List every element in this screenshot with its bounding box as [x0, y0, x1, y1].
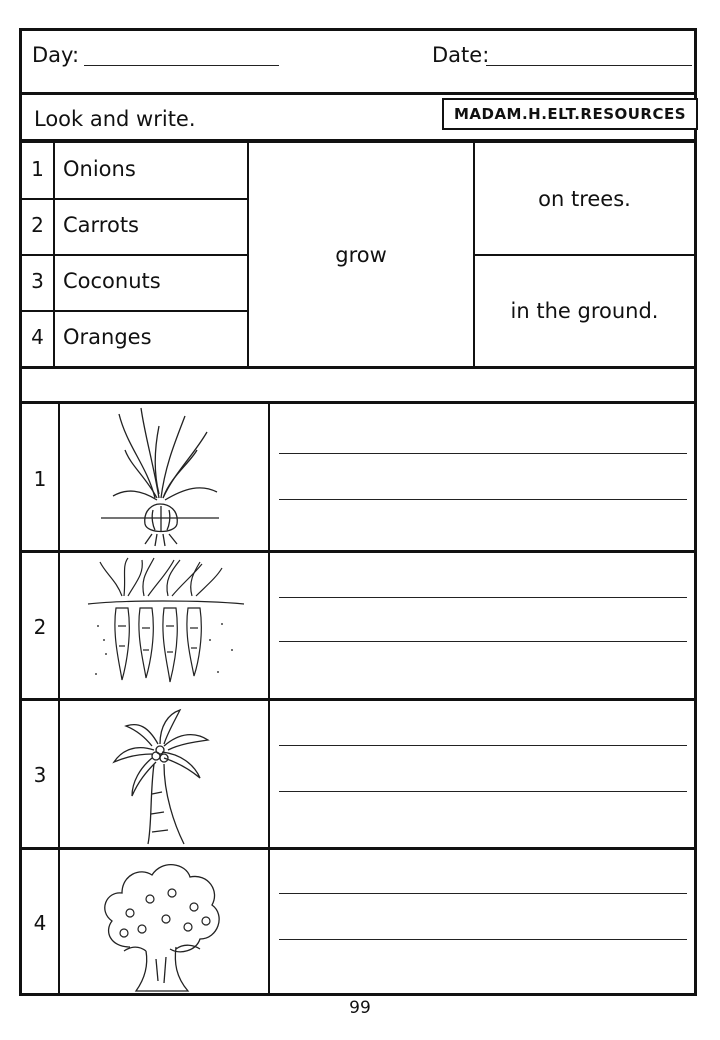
row-number: 4 [33, 911, 47, 935]
writing-line[interactable] [279, 499, 687, 500]
ending-text: on trees. [538, 187, 631, 211]
divider [22, 401, 694, 404]
row-number: 2 [33, 615, 47, 639]
day-blank[interactable] [84, 65, 279, 66]
divider [22, 254, 249, 256]
divider [22, 847, 694, 850]
divider [473, 254, 694, 256]
worksheet [19, 28, 697, 996]
writing-line[interactable] [279, 597, 687, 598]
item-number: 4 [31, 325, 44, 349]
onion-plant-icon [97, 406, 227, 548]
item-word: Oranges [63, 325, 152, 349]
row-number: 3 [33, 763, 47, 787]
writing-line[interactable] [279, 791, 687, 792]
item-word: Onions [63, 157, 136, 181]
instruction-text: Look and write. [34, 107, 196, 131]
writing-line[interactable] [279, 939, 687, 940]
item-word: Carrots [63, 213, 139, 237]
date-blank[interactable] [486, 65, 692, 66]
item-number: 3 [31, 269, 44, 293]
divider [22, 698, 694, 701]
divider [22, 310, 249, 312]
divider [22, 139, 694, 143]
orange-tree-icon [90, 851, 230, 997]
verb-text: grow [335, 243, 387, 267]
carrots-icon [82, 556, 252, 696]
writing-line[interactable] [279, 453, 687, 454]
item-number: 1 [31, 157, 44, 181]
divider [22, 550, 694, 553]
writing-line[interactable] [279, 641, 687, 642]
ending-text: in the ground. [510, 299, 659, 323]
date-label: Date: [432, 43, 490, 67]
item-number: 2 [31, 213, 44, 237]
row-number: 1 [33, 467, 47, 491]
writing-line[interactable] [279, 745, 687, 746]
day-label: Day: [32, 43, 80, 67]
divider [22, 92, 694, 95]
brand-label: MADAM.H.ELT.RESOURCES [442, 98, 698, 130]
page-number: 99 [349, 998, 371, 1018]
divider [22, 198, 249, 200]
divider [22, 366, 694, 369]
writing-line[interactable] [279, 893, 687, 894]
coconut-tree-icon [92, 704, 232, 846]
item-word: Coconuts [63, 269, 161, 293]
